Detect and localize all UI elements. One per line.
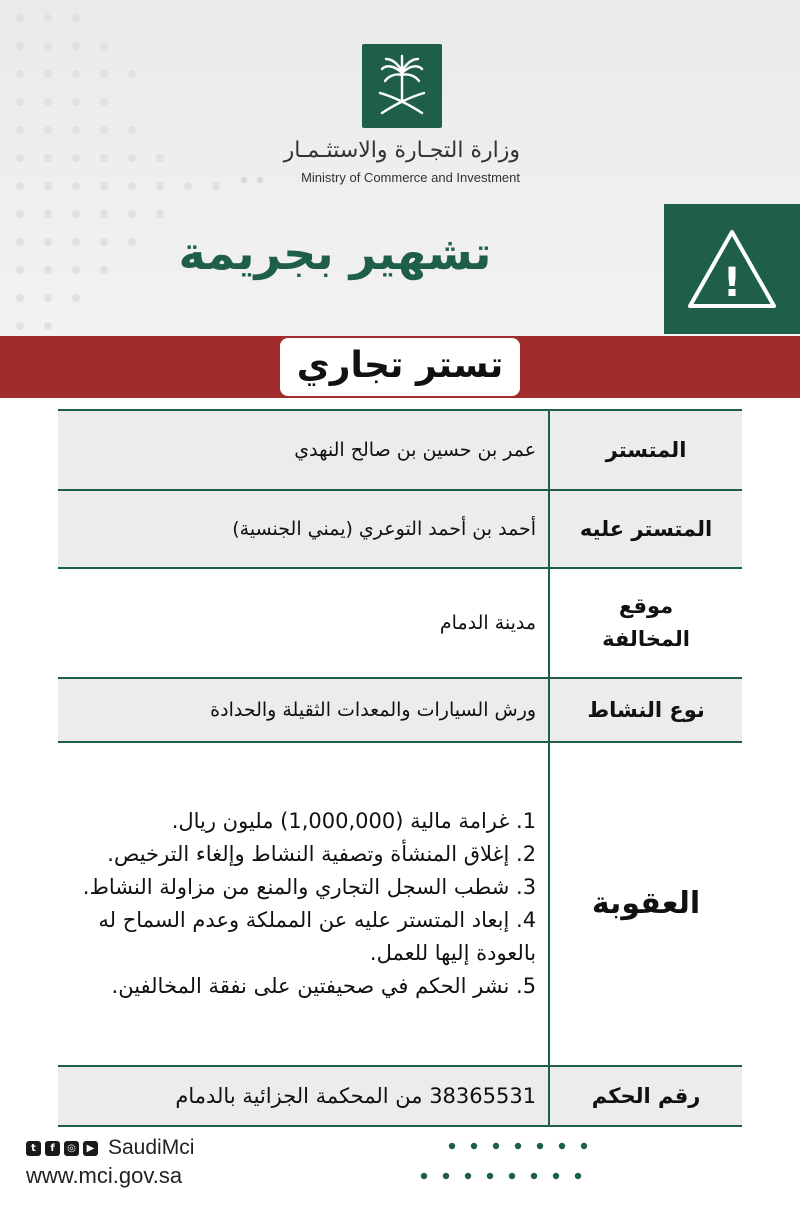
facebook-icon[interactable]: f [45, 1141, 60, 1156]
penalty-item: 4. إبعاد المتستر عليه عن المملكة وعدم السماح له بالعودة إليها للعمل. [98, 908, 537, 965]
page-title: تشهير بجريمة [178, 226, 492, 280]
twitter-icon[interactable]: t [26, 1141, 41, 1156]
violation-location-value: مدينة الدمام [58, 568, 549, 678]
table-row [58, 1066, 742, 1126]
table-row [58, 568, 742, 678]
penalty-item: 3. شطب السجل التجاري والمنع من مزاولة النشاط. [82, 875, 537, 899]
ministry-name-arabic: وزارة التجـارة والاستثـمـار [283, 138, 520, 163]
header [0, 0, 800, 336]
concealed-person-label: المتستر عليه [549, 490, 742, 568]
concealer-label: المتستر [549, 410, 742, 490]
table-row [58, 410, 742, 490]
penalty-item: 1. غرامة مالية (1,000,000) مليون ريال. [171, 809, 537, 833]
decorative-dots [410, 1138, 610, 1188]
instagram-icon[interactable]: ◎ [64, 1141, 79, 1156]
social-handle[interactable]: SaudiMci [108, 1136, 195, 1159]
violation-location-label: موقع المخالفة [549, 568, 742, 678]
penalty-item: 5. نشر الحكم في صحيفتين على نفقة المخالفين. [111, 974, 537, 998]
activity-type-label: نوع النشاط [549, 678, 742, 742]
penalty-label: العقوبة [549, 742, 742, 1066]
penalty-list [68, 805, 536, 1003]
verdict-number-label: رقم الحكم [549, 1066, 742, 1126]
verdict-details-table [58, 409, 742, 1127]
saudi-emblem-icon [362, 44, 442, 128]
table-row [58, 490, 742, 568]
penalty-value [58, 742, 549, 1066]
concealed-person-value: أحمد بن أحمد التوعري (يمني الجنسية) [58, 490, 549, 568]
social-links [26, 1137, 194, 1159]
website-link[interactable]: www.mci.gov.sa [26, 1163, 183, 1188]
ministry-name-english: Ministry of Commerce and Investment [301, 170, 520, 185]
penalty-item: 2. إغلاق المنشأة وتصفية النشاط وإلغاء الترخيص. [107, 842, 537, 866]
concealer-value: عمر بن حسين بن صالح النهدي [58, 410, 549, 490]
verdict-number-value: 38365531 من المحكمة الجزائية بالدمام [58, 1066, 549, 1126]
activity-type-value: ورش السيارات والمعدات الثقيلة والحدادة [58, 678, 549, 742]
table-row [58, 678, 742, 742]
table-row [58, 742, 742, 1066]
warning-symbol: ! [722, 260, 742, 306]
warning-icon [664, 204, 800, 334]
youtube-icon[interactable]: ▶ [83, 1141, 98, 1156]
crime-type-label: تستر تجاري [280, 338, 520, 396]
